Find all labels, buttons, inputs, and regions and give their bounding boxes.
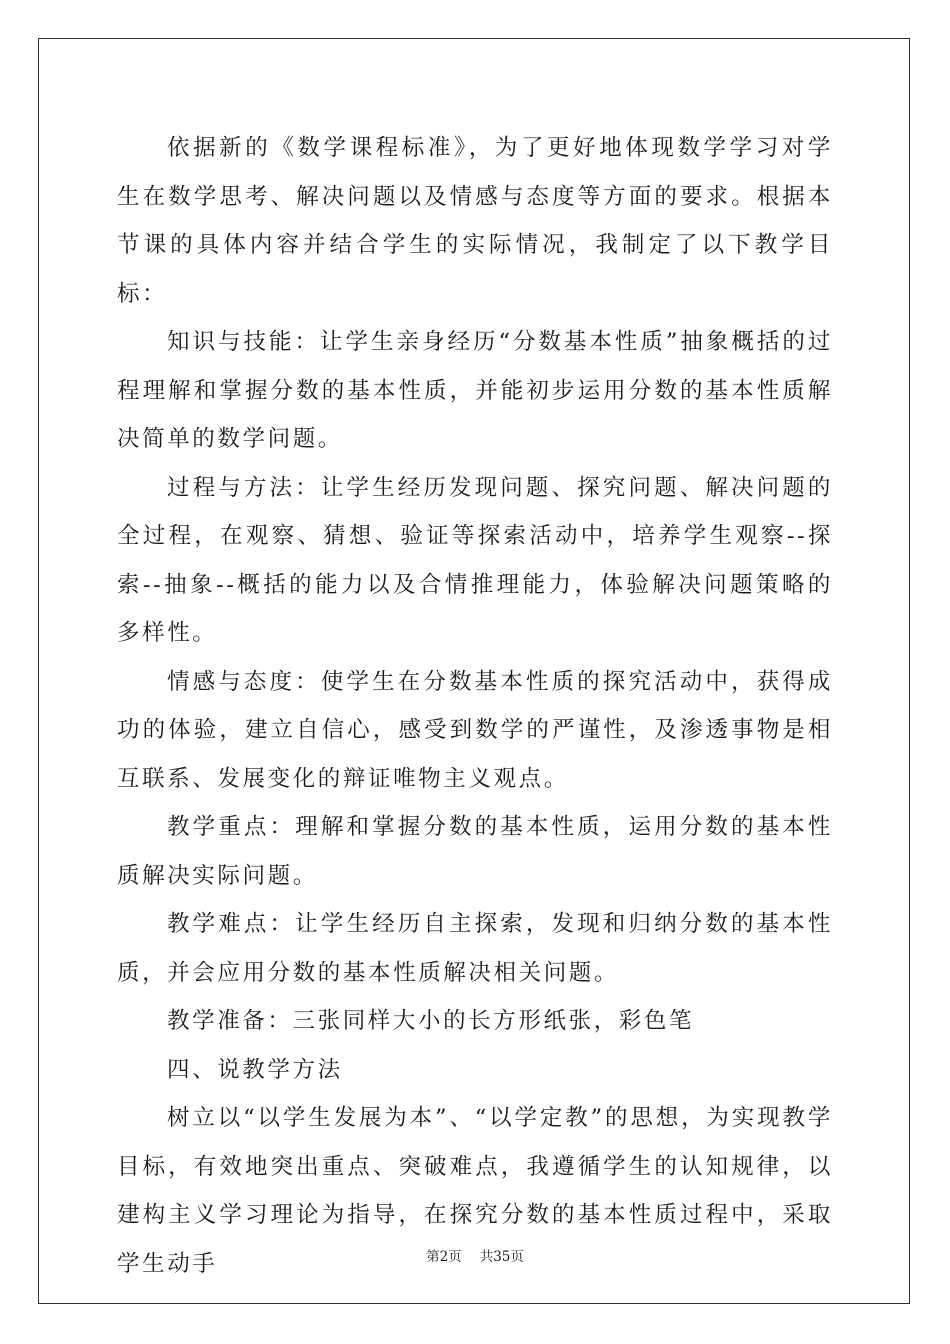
page-total: 共35页 [479,1249,524,1265]
document-body [117,124,833,1288]
section-heading-methods: 四、说教学方法 [167,1056,343,1083]
paragraph-process-methods: 过程与方法：让学生经历发现问题、探究问题、解决问题的全过程，在观察、猜想、验证等探索活动中，培养学生观察--探索--抽象--概括的能力以及合情推理能力，体验解决问题策略的多样性。 [117,474,833,646]
paragraph-methods: 树立以“以学生发展为本”、“以学定教”的思想，为实现教学目标，有效地突出重点、突破难点，我遵循学生的认知规律，以建构主义学习理论为指导，在探究分数的基本性质过程中，采取学生动手 [117,1105,833,1277]
page-footer [0,1245,950,1265]
page-number: 第2页 [426,1249,462,1265]
paragraph-teaching-difficulty: 教学难点：让学生经历自主探索，发现和归纳分数的基本性质，并会应用分数的基本性质解决相关问题。 [117,911,833,986]
paragraph-teaching-focus: 教学重点：理解和掌握分数的基本性质，运用分数的基本性质解决实际问题。 [117,814,833,889]
paragraph-emotion-attitude: 情感与态度：使学生在分数基本性质的探究活动中，获得成功的体验，建立自信心，感受到数学的严谨性，及渗透事物是相互联系、发展变化的辩证唯物主义观点。 [117,668,833,792]
paragraph-teaching-preparation: 教学准备：三张同样大小的长方形纸张，彩色笔 [167,1008,695,1034]
paragraph-intro: 依据新的《数学课程标准》，为了更好地体现数学学习对学生在数学思考、解决问题以及情感与态度等方面的要求。根据本节课的具体内容并结合学生的实际情况，我制定了以下教学目标： [117,135,833,307]
paragraph-knowledge-skills: 知识与技能：让学生亲身经历“分数基本性质”抽象概括的过程理解和掌握分数的基本性质，并能初步运用分数的基本性质解决简单的数学问题。 [117,329,833,452]
